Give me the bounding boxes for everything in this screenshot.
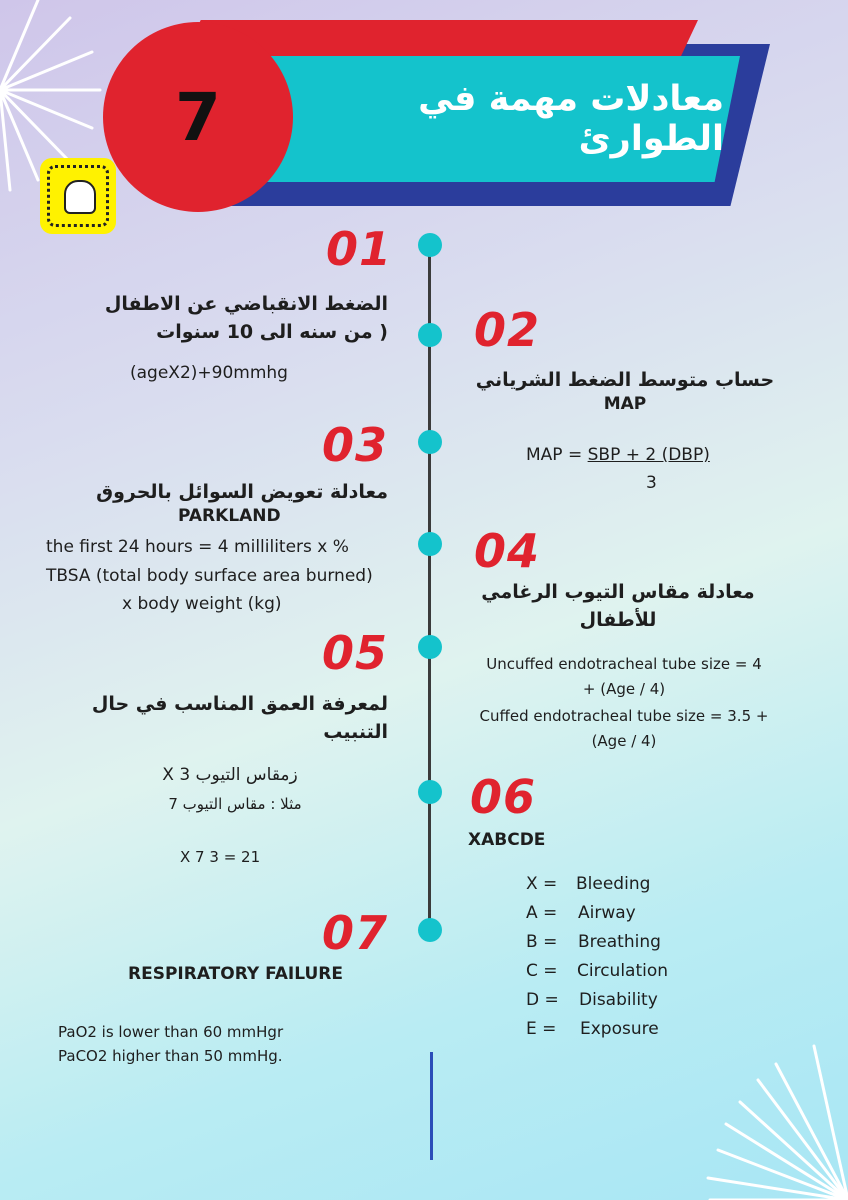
section-05-number: 05 xyxy=(322,626,389,680)
ghost-icon xyxy=(64,180,96,214)
list-item xyxy=(526,899,668,928)
list-item-key: B = xyxy=(526,932,558,952)
snapchat-qr-icon[interactable] xyxy=(40,158,116,234)
timeline-dot xyxy=(418,635,442,659)
section-04-title-line2: للأطفال xyxy=(579,609,657,631)
list-item-value: Disability xyxy=(579,990,658,1010)
section-07-line1: PaO2 is lower than 60 mmHgr xyxy=(58,1023,284,1041)
section-03-number: 03 xyxy=(322,418,389,472)
list-item-key: A = xyxy=(526,903,558,923)
timeline-dot xyxy=(418,233,442,257)
page-title: معادلات مهمة في الطوارئ xyxy=(418,79,724,159)
section-01-formula: (ageX2)+90mmhg xyxy=(130,363,288,383)
list-item-value: Bleeding xyxy=(576,874,651,894)
section-03-title: معادلة تعويض السوائل بالحروق xyxy=(96,481,388,503)
section-07-title: RESPIRATORY FAILURE xyxy=(128,964,343,984)
timeline-dot xyxy=(418,323,442,347)
section-04-line4: (Age / 4) xyxy=(591,732,657,750)
list-item-key: C = xyxy=(526,961,558,981)
section-03-line1: the first 24 hours = 4 milliliters x % xyxy=(46,537,349,557)
section-05-title-line1: لمعرفة العمق المناسب في حال xyxy=(91,693,388,715)
section-02-number: 02 xyxy=(474,303,541,357)
list-item-value: Airway xyxy=(578,903,636,923)
list-item-value: Circulation xyxy=(577,961,669,981)
section-01-number: 01 xyxy=(326,222,393,276)
section-04-line2: + (Age / 4) xyxy=(582,680,666,698)
section-03-line3: x body weight (kg) xyxy=(122,594,282,614)
section-04-number: 04 xyxy=(474,524,541,578)
sunburst-bottom-right xyxy=(700,1040,848,1200)
list-item-key: D = xyxy=(526,990,559,1010)
xabcde-list xyxy=(526,870,668,1044)
list-item xyxy=(526,957,668,986)
section-03-line2: TBSA (total body surface area burned) xyxy=(46,566,373,586)
list-item xyxy=(526,986,668,1015)
list-item-value: Exposure xyxy=(580,1019,659,1039)
list-item-key: E = xyxy=(526,1019,557,1039)
section-04-line1: Uncuffed endotracheal tube size = 4 xyxy=(486,655,762,673)
section-05-line1: زمقاس التيوب 3 X xyxy=(162,765,298,785)
section-04-line3: Cuffed endotracheal tube size = 3.5 + xyxy=(479,707,769,725)
section-01-title-line2: ( من سنه الى 10 سنوات xyxy=(156,321,388,343)
timeline-dot xyxy=(418,918,442,942)
list-item-value: Breathing xyxy=(578,932,661,952)
decorative-blue-line xyxy=(430,1052,433,1160)
header-number: 7 xyxy=(175,78,221,156)
section-02-denominator: 3 xyxy=(646,473,657,493)
timeline-dot xyxy=(418,430,442,454)
section-07-line2: PaCO2 higher than 50 mmHg. xyxy=(58,1047,283,1065)
section-02-title: حساب متوسط الضغط الشرياني xyxy=(475,369,775,391)
formula-prefix: MAP = xyxy=(526,445,588,465)
section-07-number: 07 xyxy=(322,906,389,960)
section-06-number: 06 xyxy=(470,770,537,824)
formula-numerator: SBP + 2 (DBP) xyxy=(587,445,710,465)
list-item xyxy=(526,870,668,899)
section-01-title-line1: الضغط الانقباضي عن الاطفال xyxy=(104,293,388,315)
section-06-title: XABCDE xyxy=(468,830,546,850)
timeline-dot xyxy=(418,532,442,556)
section-02-title-en: MAP xyxy=(603,394,647,414)
list-item xyxy=(526,928,668,957)
timeline-dot xyxy=(418,780,442,804)
list-item xyxy=(526,1015,668,1044)
section-05-line2: مثلا : مقاس التيوب 7 xyxy=(168,795,302,813)
section-04-title-line1: معادلة مقاس التيوب الرغامي xyxy=(481,581,755,603)
section-05-line3: 21 = 3 X 7 xyxy=(180,848,261,866)
section-02-formula xyxy=(526,442,710,468)
section-03-title-en: PARKLAND xyxy=(178,506,281,526)
timeline-line xyxy=(428,245,431,930)
section-05-title-line2: التنبيب xyxy=(323,721,388,743)
list-item-key: X = xyxy=(526,874,558,894)
